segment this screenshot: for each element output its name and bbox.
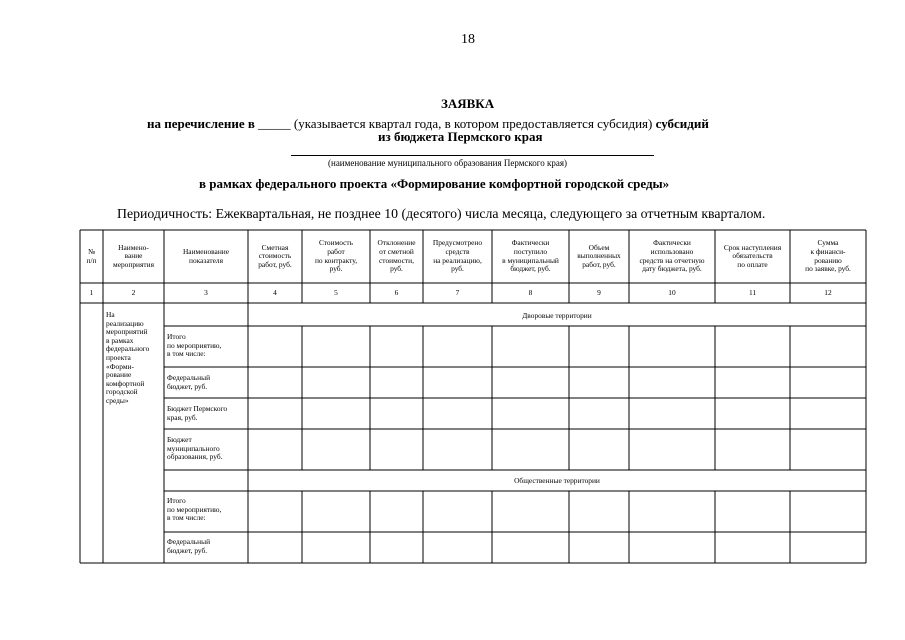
column-number: 10: [668, 287, 676, 297]
document-title: ЗАЯВКА: [441, 96, 495, 111]
header-cell-requested-amount: Сумма к финанси- рованию по заявке, руб.: [805, 238, 851, 274]
event-name-cell: На реализацию мероприятий в рамках федерального проекта «Форми- рование комфортной городской среды»: [106, 310, 150, 405]
quarter-blank: _____: [258, 116, 291, 131]
header-cell-work-volume: Объем выполненных работ, руб.: [577, 242, 621, 269]
row-label-regional-budget: Бюджет Пермского края, руб.: [167, 404, 228, 422]
project-line: в рамках федерального проекта «Формирование комфортной городской среды»: [199, 176, 670, 191]
page-number: 18: [461, 32, 475, 47]
header-line-2: из бюджета Пермского края: [378, 129, 543, 144]
header-cell-used-funds: Фактически использовано средств на отчетную дату бюджета, руб.: [639, 238, 705, 274]
column-number: 5: [334, 287, 338, 297]
header-cell-event-name: Наимено- вание мероприятия: [113, 242, 154, 269]
column-number: 2: [131, 287, 136, 297]
municipality-caption: (наименование муниципального образования Пермского края): [328, 158, 568, 168]
header-cell-planned-funds: Предусмотрено средств на реализацию, руб.: [432, 238, 483, 274]
column-number: 8: [528, 287, 533, 297]
column-number: 9: [597, 287, 601, 297]
header-cell-number: № п/п: [86, 246, 97, 265]
header-cell-deviation: Отклонение от сметной стоимости, руб.: [377, 238, 416, 274]
row-label-federal-budget: Федеральный бюджет, руб.: [167, 537, 211, 555]
header-cell-indicator-name: Наименование показателя: [182, 246, 230, 265]
header-line-1-start: на перечисление в: [147, 116, 255, 131]
periodicity-line: Периодичность: Ежеквартальная, не позднее 10 (десятого) числа месяца, следующего за отчетным кварталом.: [117, 206, 766, 221]
section-title-yard-territories: Дворовые территории: [522, 310, 592, 320]
column-number: 12: [824, 287, 832, 297]
row-label-total: Итого по мероприятию, в том числе:: [167, 496, 222, 523]
column-number: 4: [273, 287, 277, 297]
header-cell-payment-deadline: Срок наступления обязательств по оплате: [723, 242, 782, 269]
quarter-note: (указывается квартал года, в котором предоставляется субсидия): [293, 116, 653, 131]
header-line-1-end: субсидий: [655, 116, 709, 131]
row-label-total: Итого по мероприятию, в том числе:: [167, 332, 222, 359]
row-label-municipal-budget: Бюджет муниципального образования, руб.: [167, 435, 223, 462]
column-number: 7: [455, 287, 460, 297]
column-number: 3: [204, 287, 208, 297]
header-cell-received-funds: Фактически поступило в муниципальный бюджет, руб.: [502, 238, 559, 274]
row-label-federal-budget: Федеральный бюджет, руб.: [167, 373, 211, 391]
column-number: 1: [89, 287, 94, 297]
header-cell-estimated-cost: Сметная стоимость работ, руб.: [258, 242, 292, 269]
section-title-public-territories: Общественные территории: [514, 476, 600, 485]
column-number: 6: [394, 287, 399, 297]
header-cell-contract-cost: Стоимость работ по контракту, руб.: [314, 238, 358, 274]
column-number: 11: [748, 287, 757, 297]
